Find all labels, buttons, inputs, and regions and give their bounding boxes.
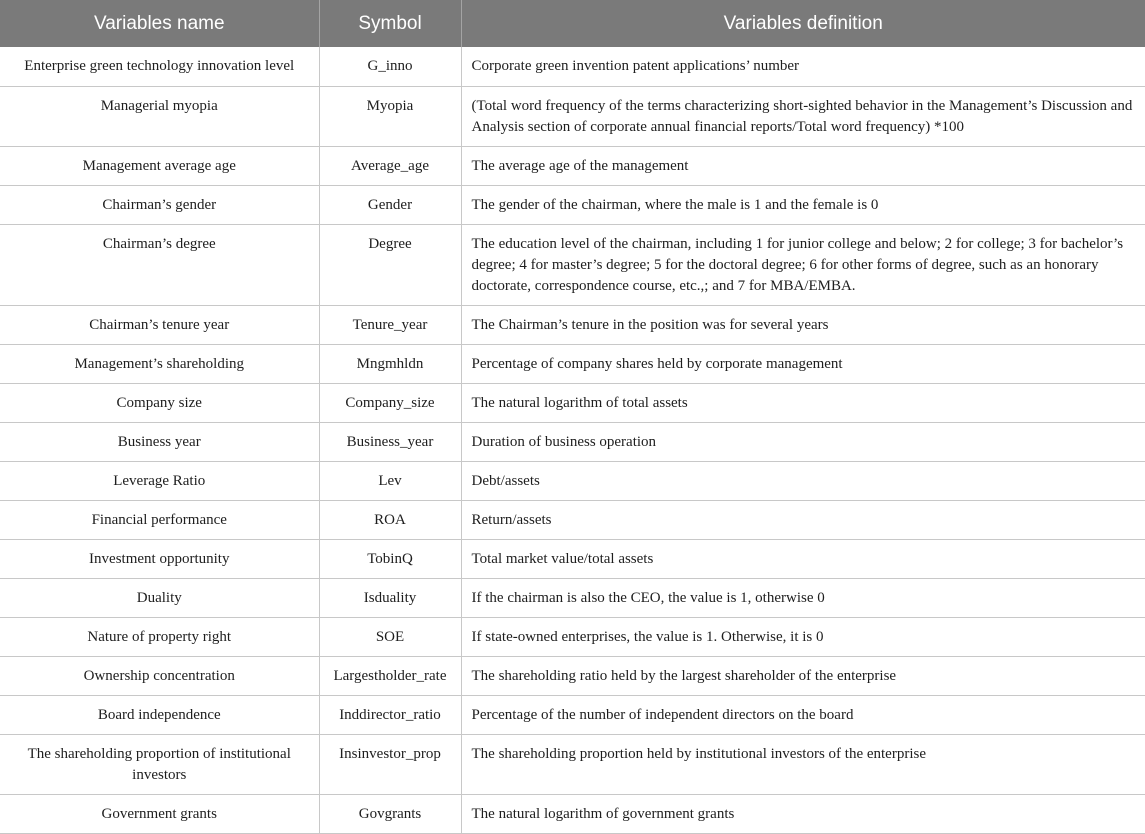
variable-name-cell: Duality: [0, 578, 319, 617]
definition-cell: The natural logarithm of government grants: [461, 794, 1145, 833]
symbol-cell: TobinQ: [319, 539, 461, 578]
table-row: [0, 500, 1145, 539]
table-row: [0, 86, 1145, 146]
definition-cell: The shareholding proportion held by institutional investors of the enterprise: [461, 734, 1145, 794]
symbol-cell: Company_size: [319, 383, 461, 422]
definition-cell: The shareholding ratio held by the largest shareholder of the enterprise: [461, 656, 1145, 695]
table-row: [0, 794, 1145, 833]
variable-name-cell: Management’s shareholding: [0, 344, 319, 383]
definition-cell: If the chairman is also the CEO, the value is 1, otherwise 0: [461, 578, 1145, 617]
header-variables-name: Variables name: [0, 0, 319, 47]
table-row: [0, 734, 1145, 794]
symbol-cell: Myopia: [319, 86, 461, 146]
symbol-cell: ROA: [319, 500, 461, 539]
definition-cell: Total market value/total assets: [461, 539, 1145, 578]
table-row: [0, 539, 1145, 578]
variable-name-cell: Nature of property right: [0, 617, 319, 656]
symbol-cell: Mngmhldn: [319, 344, 461, 383]
definition-cell: The Chairman’s tenure in the position was for several years: [461, 305, 1145, 344]
definition-cell: Corporate green invention patent applications’ number: [461, 47, 1145, 86]
symbol-cell: Tenure_year: [319, 305, 461, 344]
variable-name-cell: Business year: [0, 422, 319, 461]
definition-cell: The gender of the chairman, where the male is 1 and the female is 0: [461, 185, 1145, 224]
table-row: [0, 146, 1145, 185]
variable-name-cell: Enterprise green technology innovation level: [0, 47, 319, 86]
variable-name-cell: Ownership concentration: [0, 656, 319, 695]
symbol-cell: Gender: [319, 185, 461, 224]
table-row: [0, 224, 1145, 305]
variable-name-cell: Chairman’s gender: [0, 185, 319, 224]
definition-cell: Debt/assets: [461, 461, 1145, 500]
variable-name-cell: Financial performance: [0, 500, 319, 539]
table-row: [0, 461, 1145, 500]
variable-name-cell: Chairman’s degree: [0, 224, 319, 305]
symbol-cell: Inddirector_ratio: [319, 695, 461, 734]
header-variables-definition: Variables definition: [461, 0, 1145, 47]
definition-cell: (Total word frequency of the terms characterizing short-sighted behavior in the Management’s Discussion and Analysis section of corporate annual financial reports/Total word frequency) *100: [461, 86, 1145, 146]
symbol-cell: Insinvestor_prop: [319, 734, 461, 794]
symbol-cell: Isduality: [319, 578, 461, 617]
table-row: [0, 578, 1145, 617]
symbol-cell: SOE: [319, 617, 461, 656]
symbol-cell: G_inno: [319, 47, 461, 86]
definition-cell: The education level of the chairman, including 1 for junior college and below; 2 for college; 3 for bachelor’s degree; 4 for master’s degree; 5 for the doctoral degree; 6 for other forms of degree, such as an honorary doctorate, correspondence course, etc.,; and 7 for MBA/EMBA.: [461, 224, 1145, 305]
symbol-cell: Business_year: [319, 422, 461, 461]
variable-name-cell: Company size: [0, 383, 319, 422]
symbol-cell: Lev: [319, 461, 461, 500]
symbol-cell: Degree: [319, 224, 461, 305]
definition-cell: The average age of the management: [461, 146, 1145, 185]
symbol-cell: Govgrants: [319, 794, 461, 833]
table-row: [0, 617, 1145, 656]
variable-name-cell: Managerial myopia: [0, 86, 319, 146]
header-row: [0, 0, 1145, 47]
table-row: [0, 185, 1145, 224]
variable-name-cell: Management average age: [0, 146, 319, 185]
definition-cell: Return/assets: [461, 500, 1145, 539]
definition-cell: Duration of business operation: [461, 422, 1145, 461]
table-row: [0, 422, 1145, 461]
table-row: [0, 695, 1145, 734]
variable-name-cell: The shareholding proportion of institutional investors: [0, 734, 319, 794]
definition-cell: The natural logarithm of total assets: [461, 383, 1145, 422]
definition-cell: Percentage of company shares held by corporate management: [461, 344, 1145, 383]
variable-name-cell: Board independence: [0, 695, 319, 734]
definition-cell: Percentage of the number of independent directors on the board: [461, 695, 1145, 734]
table-row: [0, 305, 1145, 344]
table-row: [0, 383, 1145, 422]
definition-cell: If state-owned enterprises, the value is 1. Otherwise, it is 0: [461, 617, 1145, 656]
symbol-cell: Average_age: [319, 146, 461, 185]
table-row: [0, 656, 1145, 695]
variable-name-cell: Investment opportunity: [0, 539, 319, 578]
variable-name-cell: Government grants: [0, 794, 319, 833]
table-row: [0, 47, 1145, 86]
table-row: [0, 344, 1145, 383]
variable-name-cell: Leverage Ratio: [0, 461, 319, 500]
symbol-cell: Largestholder_rate: [319, 656, 461, 695]
header-symbol: Symbol: [319, 0, 461, 47]
variable-name-cell: Chairman’s tenure year: [0, 305, 319, 344]
